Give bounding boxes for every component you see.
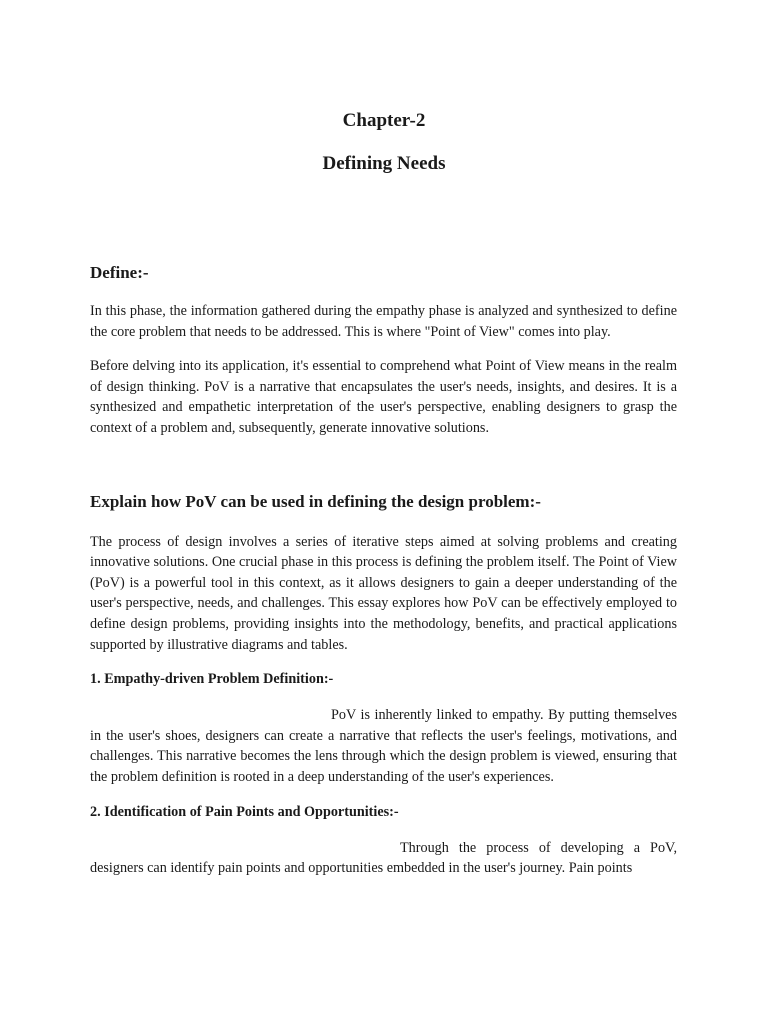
define-heading: Define:- — [90, 263, 149, 282]
chapter-title: Chapter-2 — [342, 110, 426, 131]
pov-heading: Explain how PoV can be used in defining the design problem:- — [90, 491, 541, 511]
document-body — [90, 262, 677, 893]
point-2-heading: 2. Identification of Pain Points and Opportunities:- — [90, 803, 399, 820]
point-1-paragraph: PoV is inherently linked to empathy. By putting themselves in the user's shoes, designers can create a narrative that reflects the user's feelings, motivations, and challenges. This narrative becomes the lens through which the design problem is viewed, ensuring that the problem definition is rooted in a deep understanding of the user's experiences. — [90, 707, 677, 785]
point-1-heading: 1. Empathy-driven Problem Definition:- — [90, 671, 334, 688]
define-paragraph-1: In this phase, the information gathered during the empathy phase is analyzed and synthesized to define the core problem that needs to be addressed. This is where "Point of View" comes into play. — [90, 303, 677, 340]
define-paragraph-2: Before delving into its application, it's essential to comprehend what Point of View means in the realm of design thinking. PoV is a narrative that encapsulates the user's needs, insights, and desires. It is a synthesized and empathetic interpretation of the user's perspective, enabling designers to grasp the context of a problem and, subsequently, generate innovative solutions. — [90, 358, 677, 436]
pov-intro-paragraph: The process of design involves a series of iterative steps aimed at solving problems and creating innovative solutions. One crucial phase in this process is defining the problem itself. The Point of View (PoV) is a powerful tool in this context, as it allows designers to gain a deeper understanding of the user's perspective, needs, and challenges. This essay explores how PoV can be effectively employed to define design problems, providing insights into the methodology, benefits, and practical applications supported by illustrative diagrams and tables. — [90, 533, 677, 653]
chapter-subtitle: Defining Needs — [322, 153, 446, 174]
point-2-paragraph: Through the process of developing a PoV, designers can identify pain points and opportunities embedded in the user's journey. Pain points — [90, 839, 677, 877]
